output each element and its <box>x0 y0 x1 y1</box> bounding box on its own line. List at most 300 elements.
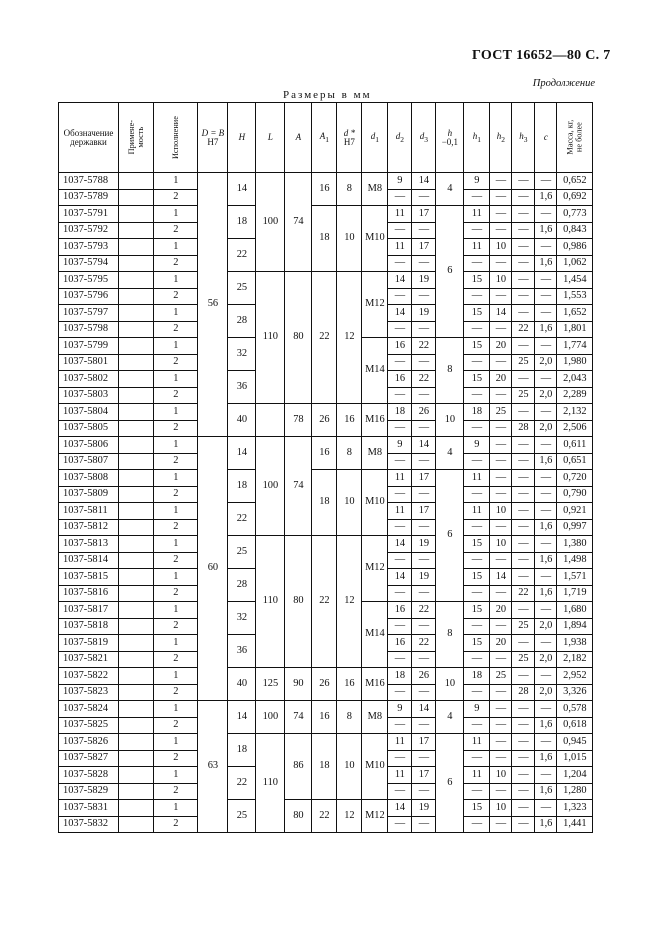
mass-cell: 1,380 <box>557 536 593 553</box>
d3-cell: 17 <box>412 734 436 751</box>
d3-cell: 19 <box>412 536 436 553</box>
d1-cell: M16 <box>362 668 388 701</box>
h-cell: 18 <box>228 470 256 503</box>
applicability-cell <box>119 750 154 767</box>
designation-cell: 1037-5794 <box>59 255 119 272</box>
d3-cell: — <box>412 519 436 536</box>
applicability-cell <box>119 420 154 437</box>
col-mass: Масса, кг, не более <box>557 103 593 173</box>
d2-cell: — <box>388 519 412 536</box>
d3-cell: — <box>412 321 436 338</box>
d2-cell: 18 <box>388 404 412 421</box>
h1-cell: 9 <box>464 437 490 454</box>
l-cell: 110 <box>256 272 285 404</box>
mass-cell: 3,326 <box>557 684 593 701</box>
c-cell: — <box>535 288 557 305</box>
h2-cell: — <box>490 585 512 602</box>
c-cell: 2,0 <box>535 387 557 404</box>
h-tol-cell: 10 <box>436 668 464 701</box>
version-cell: 1 <box>154 569 198 586</box>
mass-cell: 2,182 <box>557 651 593 668</box>
applicability-cell <box>119 618 154 635</box>
designation-cell: 1037-5797 <box>59 305 119 322</box>
d2-cell: — <box>388 717 412 734</box>
mass-cell: 0,618 <box>557 717 593 734</box>
h1-cell: — <box>464 189 490 206</box>
h-cell: 25 <box>228 800 256 833</box>
h2-cell: — <box>490 684 512 701</box>
d2-cell: — <box>388 486 412 503</box>
a1-cell: 26 <box>312 668 337 701</box>
d2-cell: — <box>388 222 412 239</box>
h-cell: 14 <box>228 701 256 734</box>
d3-cell: 14 <box>412 437 436 454</box>
d3-cell: — <box>412 552 436 569</box>
d3-cell: — <box>412 618 436 635</box>
c-cell: 1,6 <box>535 783 557 800</box>
l-cell: 110 <box>256 734 285 833</box>
d2-cell: 14 <box>388 569 412 586</box>
applicability-cell <box>119 321 154 338</box>
h2-cell: 10 <box>490 536 512 553</box>
d1-cell: M10 <box>362 470 388 536</box>
h-cell: 40 <box>228 668 256 701</box>
h1-cell: 11 <box>464 239 490 256</box>
col-h: h −0,1 <box>436 103 464 173</box>
h1-cell: — <box>464 651 490 668</box>
mass-cell: 2,506 <box>557 420 593 437</box>
d3-cell: 19 <box>412 272 436 289</box>
mass-cell: 0,997 <box>557 519 593 536</box>
a-cell: 80 <box>285 536 312 668</box>
h2-cell: — <box>490 750 512 767</box>
version-cell: 2 <box>154 222 198 239</box>
applicability-cell <box>119 255 154 272</box>
mass-cell: 0,986 <box>557 239 593 256</box>
designation-cell: 1037-5812 <box>59 519 119 536</box>
c-cell: 1,6 <box>535 519 557 536</box>
h2-cell: — <box>490 387 512 404</box>
col-h1: $h_1$ <box>464 103 490 173</box>
h2-cell: 10 <box>490 767 512 784</box>
h2-cell: 25 <box>490 668 512 685</box>
h2-cell: — <box>490 618 512 635</box>
applicability-cell <box>119 305 154 322</box>
h3-cell: — <box>512 437 535 454</box>
d2-cell: 11 <box>388 767 412 784</box>
version-cell: 1 <box>154 800 198 817</box>
mass-cell: 0,651 <box>557 453 593 470</box>
version-cell: 1 <box>154 503 198 520</box>
d2-cell: — <box>388 420 412 437</box>
a-cell: 90 <box>285 668 312 701</box>
h3-cell: — <box>512 536 535 553</box>
h2-cell: — <box>490 552 512 569</box>
h2-cell: — <box>490 783 512 800</box>
d3-cell: — <box>412 255 436 272</box>
h3-cell: — <box>512 552 535 569</box>
designation-cell: 1037-5802 <box>59 371 119 388</box>
h2-cell: — <box>490 206 512 223</box>
col-version: Исполнение <box>154 103 198 173</box>
c-cell: 1,6 <box>535 255 557 272</box>
table-row <box>59 404 593 421</box>
c-cell: — <box>535 701 557 718</box>
h-cell: 32 <box>228 338 256 371</box>
c-cell: 2,0 <box>535 618 557 635</box>
d2-cell: 9 <box>388 701 412 718</box>
c-cell: — <box>535 635 557 652</box>
mass-cell: 1,719 <box>557 585 593 602</box>
h3-cell: 28 <box>512 684 535 701</box>
applicability-cell <box>119 387 154 404</box>
h-cell: 32 <box>228 602 256 635</box>
designation-cell: 1037-5826 <box>59 734 119 751</box>
d-cell: 8 <box>337 701 362 734</box>
d3-cell: 22 <box>412 602 436 619</box>
d-eq-b-cell: 56 <box>198 173 228 437</box>
d3-cell: 19 <box>412 800 436 817</box>
version-cell: 2 <box>154 717 198 734</box>
h1-cell: — <box>464 222 490 239</box>
mass-cell: 1,894 <box>557 618 593 635</box>
version-cell: 2 <box>154 816 198 833</box>
d-cell: 12 <box>337 800 362 833</box>
applicability-cell <box>119 602 154 619</box>
h2-cell: — <box>490 288 512 305</box>
h2-cell: — <box>490 189 512 206</box>
designation-cell: 1037-5821 <box>59 651 119 668</box>
applicability-cell <box>119 338 154 355</box>
d1-cell: M10 <box>362 206 388 272</box>
applicability-cell <box>119 734 154 751</box>
designation-cell: 1037-5799 <box>59 338 119 355</box>
d2-cell: 14 <box>388 272 412 289</box>
table-row <box>59 800 593 817</box>
h3-cell: 22 <box>512 585 535 602</box>
c-cell: 2,0 <box>535 651 557 668</box>
h1-cell: 15 <box>464 536 490 553</box>
d3-cell: 19 <box>412 569 436 586</box>
version-cell: 2 <box>154 585 198 602</box>
d-eq-b-cell: 60 <box>198 437 228 701</box>
h-cell: 25 <box>228 536 256 569</box>
version-cell: 1 <box>154 338 198 355</box>
h-cell: 22 <box>228 503 256 536</box>
d2-cell: — <box>388 750 412 767</box>
designation-cell: 1037-5813 <box>59 536 119 553</box>
col-h2: $h_2$ <box>490 103 512 173</box>
applicability-cell <box>119 371 154 388</box>
applicability-cell <box>119 486 154 503</box>
h-tol-cell: 4 <box>436 701 464 734</box>
mass-cell: 0,843 <box>557 222 593 239</box>
h1-cell: 18 <box>464 404 490 421</box>
applicability-cell <box>119 519 154 536</box>
designation-cell: 1037-5814 <box>59 552 119 569</box>
h3-cell: — <box>512 173 535 190</box>
d2-cell: 11 <box>388 470 412 487</box>
d2-cell: 14 <box>388 800 412 817</box>
mass-cell: 2,952 <box>557 668 593 685</box>
d2-cell: — <box>388 255 412 272</box>
table-row <box>59 734 593 751</box>
h3-cell: — <box>512 569 535 586</box>
applicability-cell <box>119 354 154 371</box>
h1-cell: — <box>464 321 490 338</box>
c-cell: — <box>535 536 557 553</box>
d-cell: 10 <box>337 734 362 800</box>
h1-cell: 15 <box>464 338 490 355</box>
h3-cell: — <box>512 470 535 487</box>
h-cell: 36 <box>228 635 256 668</box>
c-cell: — <box>535 338 557 355</box>
table-row <box>59 536 593 553</box>
d3-cell: — <box>412 816 436 833</box>
mass-cell: 0,578 <box>557 701 593 718</box>
applicability-cell <box>119 701 154 718</box>
version-cell: 2 <box>154 750 198 767</box>
h1-cell: — <box>464 750 490 767</box>
h2-cell: — <box>490 486 512 503</box>
c-cell: — <box>535 470 557 487</box>
a1-cell: 26 <box>312 404 337 437</box>
d3-cell: 17 <box>412 239 436 256</box>
version-cell: 1 <box>154 239 198 256</box>
h3-cell: — <box>512 717 535 734</box>
h2-cell: — <box>490 816 512 833</box>
designation-cell: 1037-5791 <box>59 206 119 223</box>
h2-cell: 20 <box>490 338 512 355</box>
c-cell: 1,6 <box>535 189 557 206</box>
d2-cell: — <box>388 816 412 833</box>
h3-cell: — <box>512 503 535 520</box>
d3-cell: — <box>412 717 436 734</box>
d2-cell: — <box>388 321 412 338</box>
d1-cell: M8 <box>362 173 388 206</box>
designation-cell: 1037-5822 <box>59 668 119 685</box>
h1-cell: — <box>464 552 490 569</box>
a-cell: 74 <box>285 437 312 536</box>
mass-cell: 1,980 <box>557 354 593 371</box>
mass-cell: 1,280 <box>557 783 593 800</box>
mass-cell: 0,790 <box>557 486 593 503</box>
h3-cell: — <box>512 750 535 767</box>
a-cell: 74 <box>285 701 312 734</box>
h2-cell: — <box>490 255 512 272</box>
table-row <box>59 437 593 454</box>
designation-cell: 1037-5811 <box>59 503 119 520</box>
applicability-cell <box>119 668 154 685</box>
d3-cell: 22 <box>412 371 436 388</box>
c-cell: — <box>535 173 557 190</box>
c-cell: 1,6 <box>535 816 557 833</box>
version-cell: 2 <box>154 519 198 536</box>
h-cell: 36 <box>228 371 256 404</box>
h-cell: 18 <box>228 206 256 239</box>
d-cell: 16 <box>337 668 362 701</box>
h2-cell: — <box>490 453 512 470</box>
a-cell: 86 <box>285 734 312 800</box>
h-tol-cell: 8 <box>436 602 464 668</box>
c-cell: — <box>535 239 557 256</box>
h3-cell: — <box>512 288 535 305</box>
version-cell: 1 <box>154 437 198 454</box>
h-cell: 18 <box>228 734 256 767</box>
d3-cell: — <box>412 651 436 668</box>
mass-cell: 1,774 <box>557 338 593 355</box>
version-cell: 2 <box>154 618 198 635</box>
h1-cell: — <box>464 585 490 602</box>
d3-cell: 17 <box>412 206 436 223</box>
d3-cell: — <box>412 585 436 602</box>
h1-cell: 11 <box>464 206 490 223</box>
a1-cell: 16 <box>312 173 337 206</box>
mass-cell: 1,323 <box>557 800 593 817</box>
h2-cell: — <box>490 420 512 437</box>
h2-cell: 20 <box>490 602 512 619</box>
d3-cell: 17 <box>412 503 436 520</box>
applicability-cell <box>119 635 154 652</box>
d2-cell: — <box>388 585 412 602</box>
d3-cell: 22 <box>412 338 436 355</box>
a1-cell: 22 <box>312 272 337 404</box>
h-tol-cell: 8 <box>436 338 464 404</box>
designation-cell: 1037-5832 <box>59 816 119 833</box>
d2-cell: — <box>388 387 412 404</box>
h1-cell: — <box>464 354 490 371</box>
mass-cell: 1,062 <box>557 255 593 272</box>
d3-cell: — <box>412 783 436 800</box>
h1-cell: 11 <box>464 767 490 784</box>
mass-cell: 1,680 <box>557 602 593 619</box>
designation-cell: 1037-5809 <box>59 486 119 503</box>
c-cell: — <box>535 305 557 322</box>
version-cell: 2 <box>154 783 198 800</box>
version-cell: 1 <box>154 602 198 619</box>
h3-cell: — <box>512 816 535 833</box>
version-cell: 1 <box>154 206 198 223</box>
d3-cell: 17 <box>412 470 436 487</box>
d3-cell: — <box>412 387 436 404</box>
c-cell: 1,6 <box>535 750 557 767</box>
applicability-cell <box>119 470 154 487</box>
c-cell: — <box>535 734 557 751</box>
designation-cell: 1037-5825 <box>59 717 119 734</box>
designation-cell: 1037-5792 <box>59 222 119 239</box>
d3-cell: 17 <box>412 767 436 784</box>
version-cell: 1 <box>154 404 198 421</box>
h3-cell: — <box>512 206 535 223</box>
col-applicability: Примене- мость <box>119 103 154 173</box>
mass-cell: 0,611 <box>557 437 593 454</box>
version-cell: 1 <box>154 173 198 190</box>
version-cell: 2 <box>154 354 198 371</box>
h1-cell: 15 <box>464 305 490 322</box>
c-cell: — <box>535 206 557 223</box>
c-cell: 2,0 <box>535 420 557 437</box>
h2-cell: — <box>490 701 512 718</box>
applicability-cell <box>119 173 154 190</box>
designation-cell: 1037-5805 <box>59 420 119 437</box>
c-cell: — <box>535 800 557 817</box>
designation-cell: 1037-5796 <box>59 288 119 305</box>
col-c: c <box>535 103 557 173</box>
applicability-cell <box>119 767 154 784</box>
l-cell: 100 <box>256 701 285 734</box>
c-cell: — <box>535 404 557 421</box>
d2-cell: — <box>388 684 412 701</box>
h-tol-cell: 6 <box>436 734 464 833</box>
h3-cell: — <box>512 239 535 256</box>
mass-cell: 1,652 <box>557 305 593 322</box>
h1-cell: 15 <box>464 272 490 289</box>
mass-cell: 2,043 <box>557 371 593 388</box>
h1-cell: 15 <box>464 569 490 586</box>
version-cell: 1 <box>154 272 198 289</box>
h1-cell: — <box>464 453 490 470</box>
h3-cell: — <box>512 519 535 536</box>
d2-cell: 18 <box>388 668 412 685</box>
h1-cell: 9 <box>464 701 490 718</box>
d2-cell: 14 <box>388 536 412 553</box>
h2-cell: — <box>490 173 512 190</box>
d1-cell: M8 <box>362 701 388 734</box>
page-header: ГОСТ 16652—80 С. 7 <box>472 48 611 63</box>
h2-cell: — <box>490 321 512 338</box>
d2-cell: 16 <box>388 635 412 652</box>
d2-cell: — <box>388 453 412 470</box>
mass-cell: 0,720 <box>557 470 593 487</box>
version-cell: 2 <box>154 684 198 701</box>
h1-cell: — <box>464 486 490 503</box>
h-tol-cell: 6 <box>436 470 464 602</box>
h-tol-cell: 10 <box>436 404 464 437</box>
a-cell: 80 <box>285 272 312 404</box>
h2-cell: — <box>490 470 512 487</box>
c-cell: 1,6 <box>535 585 557 602</box>
version-cell: 2 <box>154 651 198 668</box>
d3-cell: — <box>412 750 436 767</box>
version-cell: 1 <box>154 635 198 652</box>
col-d-eq-b: D = B H7 <box>198 103 228 173</box>
h3-cell: — <box>512 272 535 289</box>
designation-cell: 1037-5829 <box>59 783 119 800</box>
version-cell: 2 <box>154 255 198 272</box>
mass-cell: 1,454 <box>557 272 593 289</box>
mass-cell: 0,652 <box>557 173 593 190</box>
version-cell: 2 <box>154 189 198 206</box>
h3-cell: — <box>512 783 535 800</box>
d2-cell: 11 <box>388 734 412 751</box>
d-eq-b-cell: 63 <box>198 701 228 833</box>
designation-cell: 1037-5804 <box>59 404 119 421</box>
mass-cell: 1,441 <box>557 816 593 833</box>
d3-cell: — <box>412 288 436 305</box>
c-cell: — <box>535 272 557 289</box>
h2-cell: — <box>490 717 512 734</box>
h3-cell: 25 <box>512 354 535 371</box>
c-cell: 1,6 <box>535 321 557 338</box>
mass-cell: 2,289 <box>557 387 593 404</box>
a1-cell: 18 <box>312 470 337 536</box>
d2-cell: — <box>388 783 412 800</box>
table-row <box>59 470 593 487</box>
applicability-cell <box>119 239 154 256</box>
a1-cell: 22 <box>312 800 337 833</box>
c-cell: — <box>535 668 557 685</box>
d3-cell: 14 <box>412 173 436 190</box>
